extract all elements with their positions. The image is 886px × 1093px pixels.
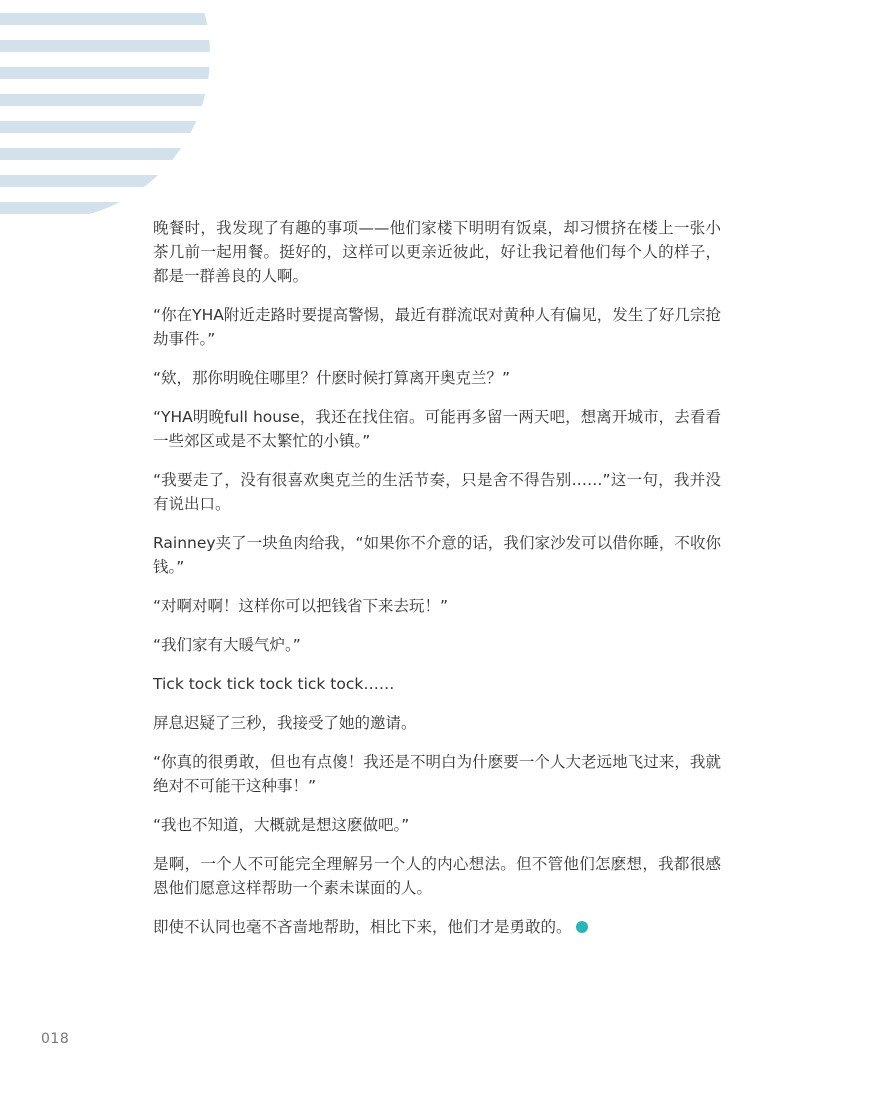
paragraph: “你在YHA附近走路时要提高警惕，最近有群流氓对黄种人有偏见，发生了好几宗抢劫事件。” (153, 306, 721, 348)
page-number: 018 (41, 1031, 70, 1047)
end-of-article-dot-icon (576, 921, 588, 933)
paragraph: “我们家有大暖气炉。” (153, 636, 301, 654)
paragraph: “我也不知道，大概就是想这麽做吧。” (153, 816, 410, 834)
paragraph: Rainney夹了一块鱼肉给我，“如果你不介意的话，我们家沙发可以借你睡，不收你钱。” (153, 534, 721, 576)
paragraph: “我要走了，没有很喜欢奥克兰的生活节奏，只是舍不得告别……”这一句，我并没有说出口。 (153, 471, 721, 513)
paragraph: “欸，那你明晚住哪里？什麽时候打算离开奥克兰？” (153, 369, 511, 387)
article-body (153, 216, 721, 954)
paragraph: 是啊，一个人不可能完全理解另一个人的内心想法。但不管他们怎麽想，我都很感恩他们愿意这样帮助一个素未谋面的人。 (153, 855, 721, 897)
paragraph: Tick tock tick tock tick tock…… (153, 675, 395, 693)
paragraph: “YHA明晚full house，我还在找住宿。可能再多留一两天吧，想离开城市，去看看一些郊区或是不太繁忙的小镇。” (153, 408, 721, 450)
paragraph: 晚餐时，我发现了有趣的事项——他们家楼下明明有饭桌，却习惯挤在楼上一张小茶几前一起用餐。挺好的，这样可以更亲近彼此，好让我记着他们每个人的样子，都是一群善良的人啊。 (153, 219, 721, 285)
decorative-striped-circle (0, 0, 210, 220)
paragraph: 屏息迟疑了三秒，我接受了她的邀请。 (153, 714, 417, 732)
paragraph-text: 即使不认同也毫不吝啬地帮助，相比下来，他们才是勇敢的。 (153, 918, 572, 936)
paragraph: “你真的很勇敢，但也有点傻！我还是不明白为什麽要一个人大老远地飞过来，我就绝对不可能干这种事！” (153, 753, 721, 795)
paragraph: “对啊对啊！这样你可以把钱省下来去玩！” (153, 597, 449, 615)
final-paragraph (153, 915, 721, 939)
